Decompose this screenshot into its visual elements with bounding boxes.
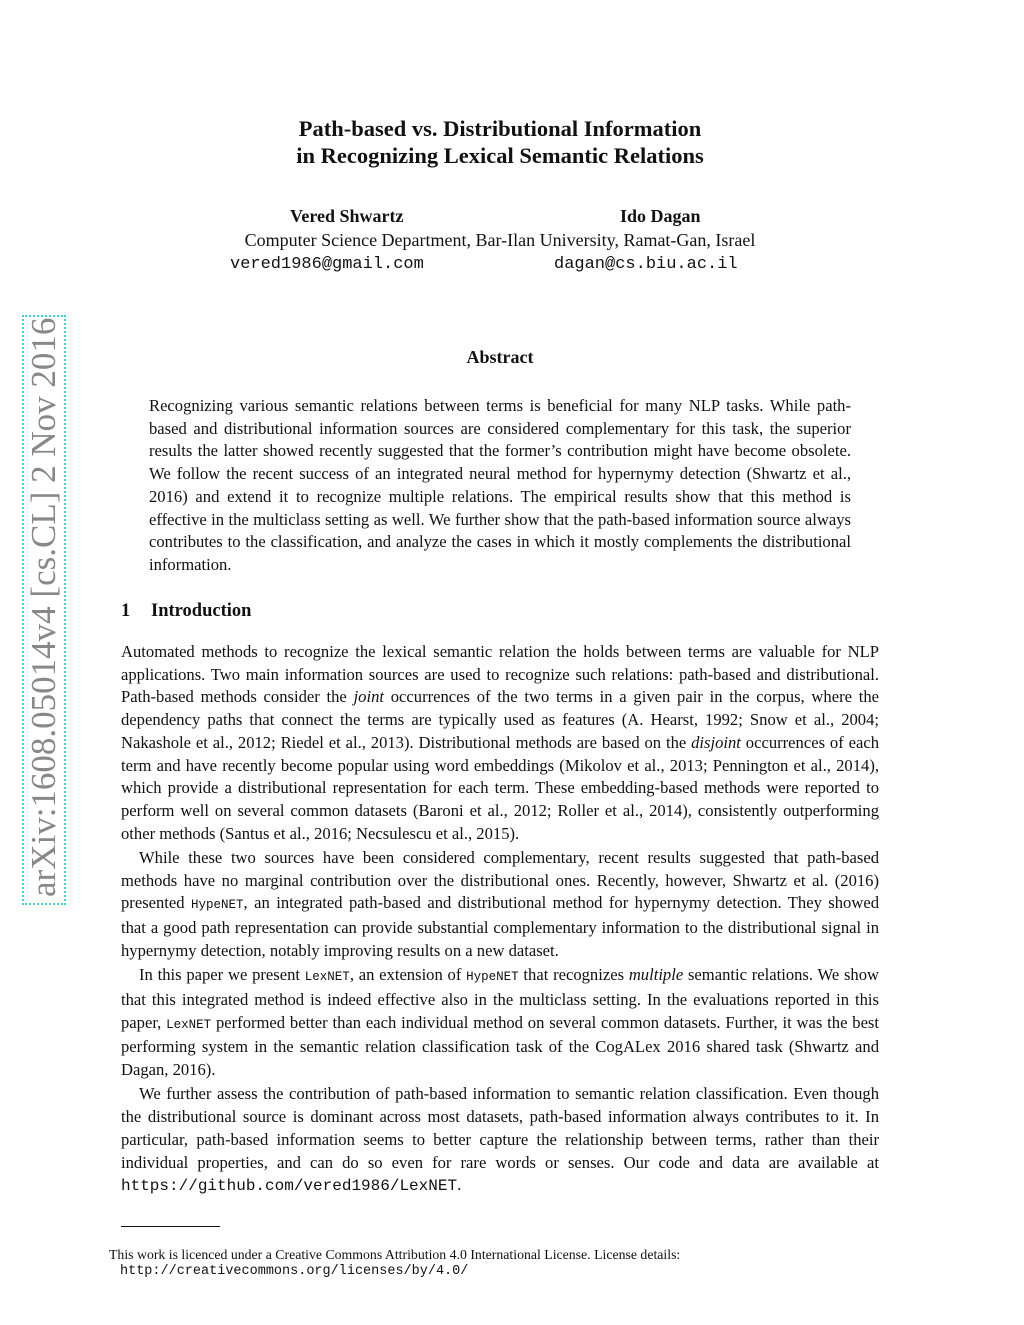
paragraph — [121, 847, 879, 963]
arxiv-stamp: arXiv:1608.05014v4 [cs.CL] 2 Nov 2016 — [22, 315, 66, 905]
author-name-2: Ido Dagan — [620, 206, 701, 226]
author-name-1: Vered Shwartz — [290, 206, 404, 226]
paper-title — [0, 115, 1000, 169]
affiliation: Computer Science Department, Bar-Ilan University, Ramat-Gan, Israel — [244, 230, 756, 250]
paragraph — [121, 641, 879, 845]
text-run: occurrences of the two terms in a given pair in the corpus, where the dependency paths that connect the terms are typically used as features (A. Hearst, 1992; Snow et al., 2004; Nakashole et al., 2012; Riedel et al., 2013). Distributional methods are based on the — [121, 687, 879, 752]
footnote-text: This work is licenced under a Creative Commons Attribution 4.0 International License. License details: — [109, 1247, 681, 1262]
system-name: HypeNET — [191, 898, 244, 913]
paragraph — [121, 964, 879, 1082]
footnote-rule — [121, 1226, 220, 1227]
text-run: that recognizes — [518, 965, 629, 985]
text-run: Automated methods to recognize the lexical semantic relation the holds between terms are valuable for NLP applications. Two main information sources are used to recognize such relations: path-based and distributional. Path-based methods consider the — [121, 642, 879, 707]
abstract-heading: Abstract — [466, 347, 534, 367]
abstract-text: Recognizing various semantic relations between terms is beneficial for many NLP tasks. While path-based and distributional information sources are considered complementary for this task, the superior results the latter showed recently suggested that the former’s contribution might have become obsolete. We follow the recent success of an integrated neural method for hypernymy detection (Shwartz et al., 2016) and extend it to recognize multiple relations. The empirical results show that this method is effective in the multiclass setting as well. We further show that the path-based information source always contributes to the classification, and analyze the cases in which it mostly complements the distributional information. — [149, 396, 851, 574]
text-run: , an integrated path-based and distributional method for hypernymy detection. They showed that a good path representation can provide substantial complementary information to the distributional signal in hypernymy detection, notably improving results on a new dataset. — [121, 893, 880, 960]
text-run: occurrences of each term and have recently become popular using word embeddings (Mikolov et al., 2013; Pennington et al., 2014), which provide a distributional representation for each term. These embedding-based methods were reported to perform well on several common datasets (Baroni et al., 2012; Roller et al., 2014), consistently outperforming other methods (Santus et al., 2016; Necsulescu et al., 2015). — [121, 732, 879, 843]
text-run: disjoint — [691, 732, 741, 752]
text-run: In this paper we present — [139, 965, 305, 985]
title-line-2: in Recognizing Lexical Semantic Relations — [296, 143, 704, 168]
code-link[interactable]: https://github.com/vered1986/LexNET — [121, 1177, 458, 1196]
text-run: . — [457, 1175, 462, 1195]
section-heading — [121, 601, 251, 622]
text-run: multiple — [628, 965, 684, 985]
author-email-1: vered1986@gmail.com — [230, 255, 424, 274]
section-number: 1 — [121, 601, 131, 621]
footnote-url[interactable]: http://creativecommons.org/licenses/by/4.0/ — [120, 1264, 469, 1279]
footnote — [109, 1246, 680, 1280]
system-name: HypeNET — [466, 970, 519, 985]
text-run: performed better than each individual method on several common datasets. Further, it was the best performing system in the semantic relation classification task of the CogALex 2016 shared task (Shwartz and Dagan, 2016). — [121, 1012, 879, 1080]
text-run: While these two sources have been considered complementary, recent results suggested that path-based methods have no marginal contribution over the distributional ones. Recently, however, Shwartz et al. (2016) presented — [121, 848, 879, 913]
text-run: , an extension of — [349, 965, 467, 985]
text-run: semantic relations. We show that this integrated method is indeed effective also in the multiclass setting. In the evaluations reported in this paper, — [121, 965, 879, 1032]
text-run: We further assess the contribution of path-based information to semantic relation classification. Even though the distributional source is dominant across most datasets, path-based information always contributes to it. In particular, path-based information seems to better capture the relationship between terms, rather than their individual properties, and can do so even for rare words or senses. Our code and data are available at — [121, 1084, 879, 1172]
author-email-2: dagan@cs.biu.ac.il — [554, 255, 738, 274]
title-line-1: Path-based vs. Distributional Information — [298, 116, 702, 141]
system-name: LexNET — [166, 1017, 212, 1032]
paragraph — [121, 1083, 879, 1198]
system-name: LexNET — [304, 970, 350, 985]
text-run: joint — [353, 687, 384, 707]
section-title: Introduction — [151, 601, 252, 621]
introduction-body — [121, 641, 879, 1198]
